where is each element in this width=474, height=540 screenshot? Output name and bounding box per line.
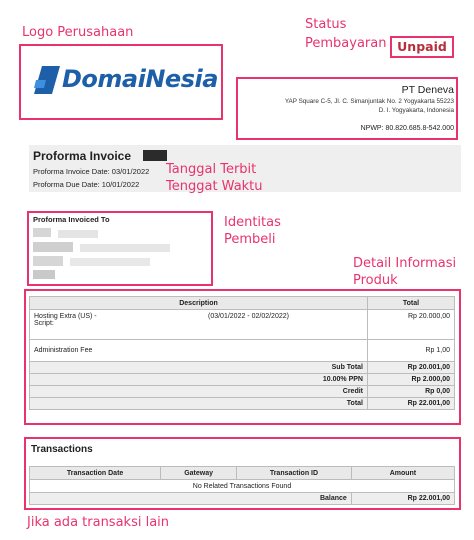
proforma-title: Proforma Invoice (33, 149, 132, 163)
transactions-table (29, 466, 455, 505)
blurred-buyer-info (33, 270, 55, 279)
product-total: Rp 20.000,00 (368, 310, 455, 340)
grand-total-value: Rp 22.001,00 (368, 398, 455, 410)
grand-total-label: Total (30, 398, 368, 410)
status-callout-line2: Pembayaran (305, 36, 387, 51)
buyer-title: Proforma Invoiced To (33, 215, 110, 224)
status-badge: Unpaid (390, 36, 454, 58)
balance-row (30, 493, 455, 505)
redacted-invoice-number (143, 150, 167, 161)
buyer-callout-line1: Identitas (224, 215, 281, 230)
seller-name: PT Deneva (401, 84, 454, 96)
amount-header: Amount (351, 467, 454, 480)
logo-text: DomaiNesia (62, 65, 218, 93)
product-callout-line1: Detail Informasi (353, 256, 457, 271)
logo-callout: Logo Perusahaan (22, 25, 134, 40)
description-header: Description (30, 297, 368, 310)
issue-date-callout: Tanggal Terbit (166, 162, 257, 177)
blurred-buyer-info (33, 228, 51, 237)
total-header: Total (368, 297, 455, 310)
transactions-title: Transactions (31, 444, 93, 455)
due-date-callout: Tenggat Waktu (166, 179, 263, 194)
credit-value: Rp 0,00 (368, 386, 455, 398)
blurred-buyer-info (33, 256, 63, 266)
table-row (30, 340, 455, 362)
subtotal-value: Rp 20.001,00 (368, 362, 455, 374)
gateway-header: Gateway (161, 467, 237, 480)
product-period: (03/01/2022 - 02/02/2022) (208, 313, 289, 320)
balance-label: Balance (30, 493, 352, 505)
transaction-id-header: Transaction ID (237, 467, 352, 480)
product-callout-line2: Produk (353, 273, 398, 288)
seller-address-line2: D. I. Yogyakarta, Indonesia (378, 107, 454, 114)
transaction-date-header: Transaction Date (30, 467, 161, 480)
product-description (30, 310, 368, 340)
fee-description: Administration Fee (30, 340, 368, 362)
transactions-callout: Jika ada transaksi lain (27, 515, 170, 530)
subtotal-label: Sub Total (30, 362, 368, 374)
blurred-buyer-info (58, 230, 98, 238)
blurred-buyer-info (80, 244, 170, 252)
product-script: Script: (34, 320, 54, 327)
no-transactions-message: No Related Transactions Found (30, 480, 455, 493)
table-row (30, 310, 455, 340)
seller-address-line1: YAP Square C-5, Jl. C. Simanjuntak No. 2 Yogyakarta 55223 (284, 98, 454, 105)
summary-row (30, 374, 455, 386)
fee-total: Rp 1,00 (368, 340, 455, 362)
tax-label: 10.00% PPN (30, 374, 368, 386)
credit-label: Credit (30, 386, 368, 398)
balance-value: Rp 22.001,00 (351, 493, 454, 505)
table-row (30, 480, 455, 493)
summary-row (30, 386, 455, 398)
product-name: Hosting Extra (US) - (34, 313, 97, 320)
blurred-buyer-info (33, 242, 73, 252)
seller-npwp: NPWP: 80.820.685.8-542.000 (360, 125, 454, 132)
proforma-due-date: Proforma Due Date: 10/01/2022 (33, 180, 140, 189)
blurred-buyer-info (70, 258, 150, 266)
proforma-invoice-date: Proforma Invoice Date: 03/01/2022 (33, 167, 150, 176)
domainesia-logo-icon (32, 64, 62, 96)
summary-row (30, 362, 455, 374)
tax-value: Rp 2.000,00 (368, 374, 455, 386)
status-callout-line1: Status (305, 17, 347, 32)
company-logo (32, 62, 217, 98)
summary-row (30, 398, 455, 410)
product-table (29, 296, 455, 410)
buyer-callout-line2: Pembeli (224, 232, 276, 247)
